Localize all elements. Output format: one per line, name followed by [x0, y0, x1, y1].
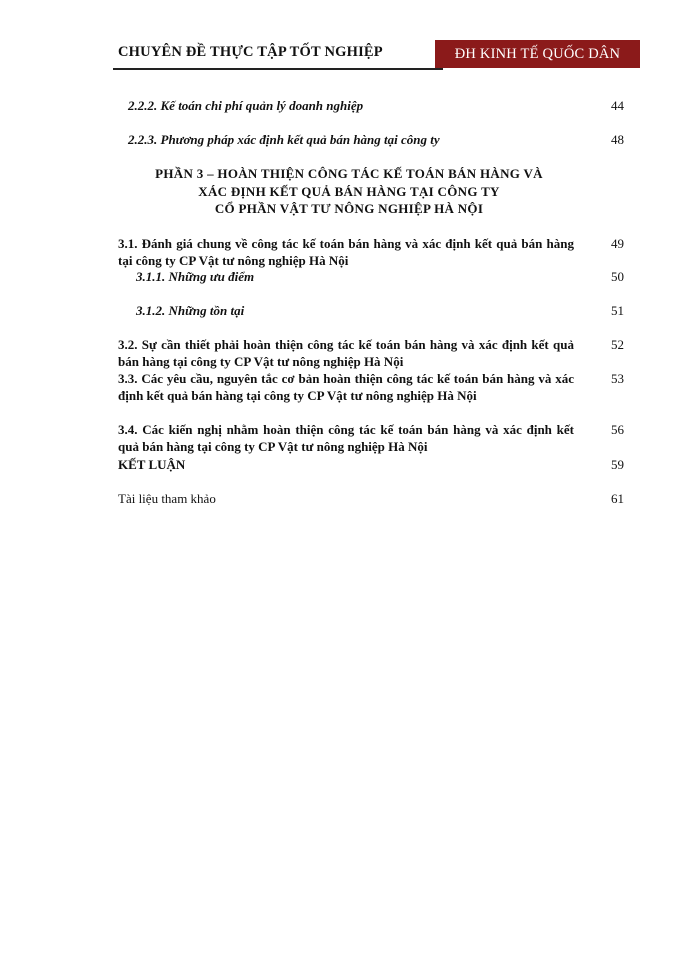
toc-entry-3-4[interactable] [118, 421, 628, 455]
toc-page-number: 56 [611, 422, 624, 437]
document-title: CHUYÊN ĐỀ THỰC TẬP TỐT NGHIỆP [118, 44, 383, 60]
toc-entry-title: 2.2.2. Kế toán chi phí quản lý doanh nghiệp [128, 98, 364, 113]
toc-entry-references[interactable] [118, 490, 628, 507]
toc-page-number: 59 [611, 457, 624, 472]
toc-entry-3-1[interactable] [118, 235, 628, 269]
university-badge: ĐH KINH TẾ QUỐC DÂN [435, 40, 640, 68]
toc-entry-title: 3.2. Sự cần thiết phải hoàn thiện công tác kế toán bán hàng và xác định kết quả bán hàng tại công ty CP Vật tư nông nghiệp Hà Nội [118, 337, 574, 369]
toc-entry-3-3[interactable] [118, 370, 628, 421]
toc-page-number: 49 [611, 236, 624, 251]
toc-entry-2-2-3[interactable] [118, 131, 628, 148]
toc-entry-3-1-2[interactable] [118, 302, 628, 319]
toc-entry-title: 3.1. Đánh giá chung về công tác kế toán bán hàng và xác định kết quả bán hàng tại công ty CP Vật tư nông nghiệp Hà Nội [118, 236, 574, 268]
toc-page-number: 53 [611, 371, 624, 386]
toc-page-number: 50 [611, 269, 624, 284]
toc-entry-3-2[interactable] [118, 336, 628, 370]
part-heading-line: CỔ PHẦN VẬT TƯ NÔNG NGHIỆP HÀ NỘI [214, 201, 484, 216]
toc-page-number: 61 [611, 491, 624, 506]
part-heading-line: XÁC ĐỊNH KẾT QUẢ BÁN HÀNG TẠI CÔNG TY [198, 183, 500, 199]
part-heading-line: PHẦN 3 – HOÀN THIỆN CÔNG TÁC KẾ TOÁN BÁN HÀNG VÀ [155, 166, 543, 181]
toc-page-number: 48 [611, 132, 624, 147]
toc-entry-title: 3.3. Các yêu cầu, nguyên tắc cơ bản hoàn thiện công tác kế toán bán hàng và xác định kết quả bán hàng tại công ty CP Vật tư nông nghiệp Hà Nội [118, 371, 574, 403]
toc-entry-title: 3.1.2. Những tồn tại [136, 303, 245, 318]
toc-page-number: 52 [611, 337, 624, 352]
toc-entry-title: 2.2.3. Phương pháp xác định kết quả bán hàng tại công ty [128, 132, 440, 147]
toc-entry-conclusion[interactable] [118, 456, 628, 473]
toc-entry-title: 3.4. Các kiến nghị nhằm hoàn thiện công tác kế toán bán hàng và xác định kết quả bán hàng tại công ty CP Vật tư nông nghiệp Hà Nội [118, 422, 574, 454]
part-3-heading [118, 165, 580, 218]
toc-page-number: 51 [611, 303, 624, 318]
toc-page-number: 44 [611, 98, 624, 113]
toc-entry-title: KẾT LUẬN [118, 457, 186, 472]
toc-entry-title: Tài liệu tham khảo [118, 491, 216, 506]
header-divider [113, 68, 443, 70]
toc-entry-2-2-2[interactable] [118, 97, 628, 114]
toc-entry-title: 3.1.1. Những ưu điểm [136, 269, 255, 284]
toc-entry-3-1-1[interactable] [118, 268, 628, 285]
